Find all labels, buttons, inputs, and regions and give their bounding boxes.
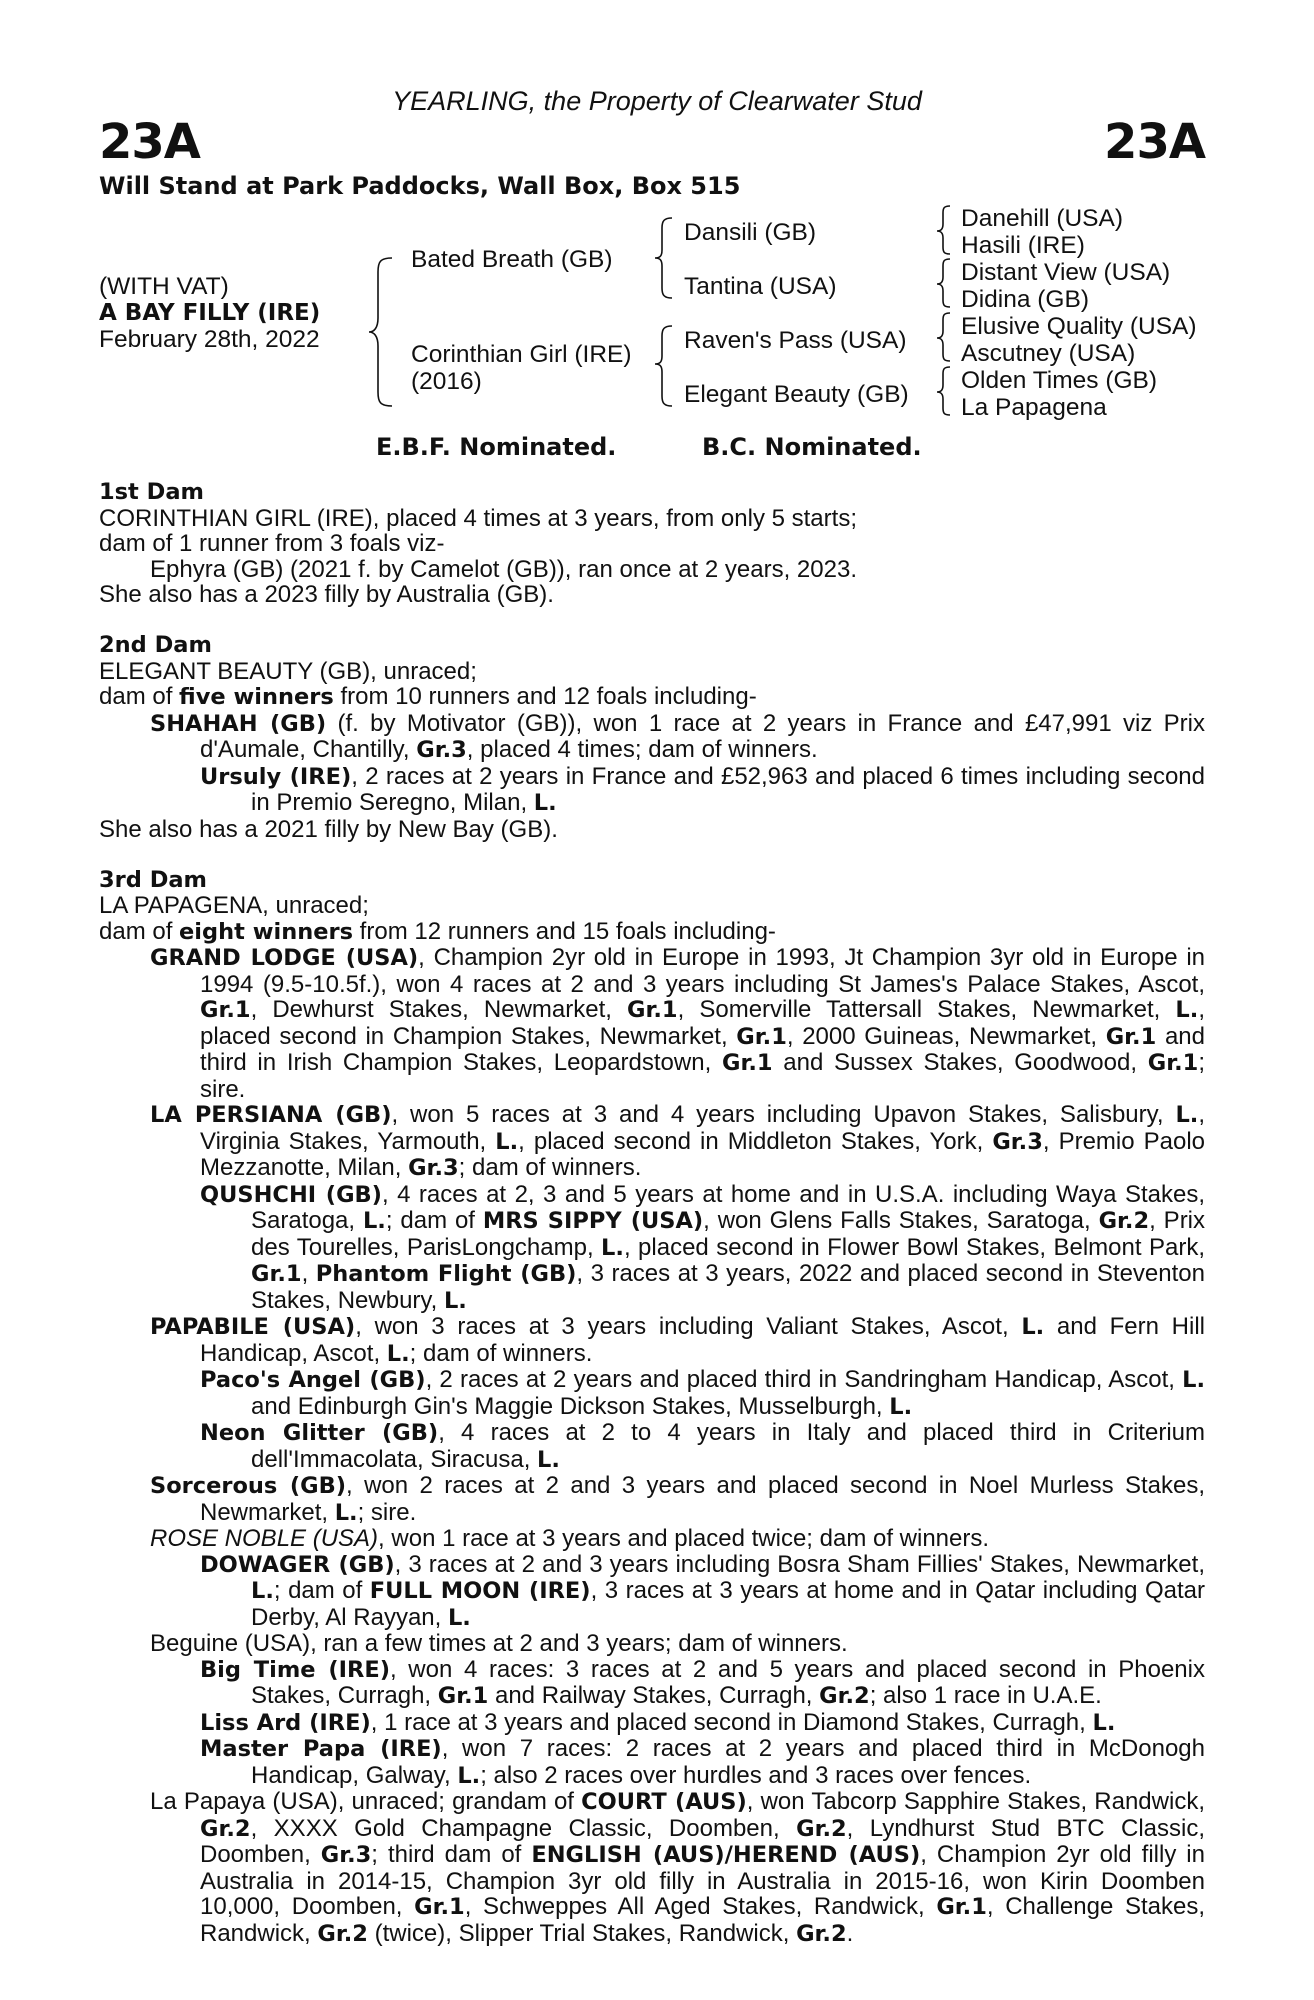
horse-la-persiana: LA PERSIANA (GB) bbox=[150, 1102, 392, 1128]
third-dam-heading: 3rd Dam bbox=[99, 866, 207, 893]
second-dam-line: She also has a 2021 filly by New Bay (GB). bbox=[99, 815, 558, 843]
foaling-date: February 28th, 2022 bbox=[99, 326, 320, 353]
lot-number-left: 23A bbox=[99, 114, 200, 170]
gen4-danehill: Danehill (USA) bbox=[961, 205, 1124, 232]
produce-entry: ROSE NOBLE (USA), won 1 race at 3 years and placed twice; dam of winners. bbox=[150, 1525, 990, 1552]
brace-gen1 bbox=[369, 258, 392, 406]
granddam-elegant-beauty: Elegant Beauty (GB) bbox=[684, 381, 909, 408]
produce-entry: Big Time (IRE), won 4 races: 3 races at 2 and 5 years and placed second in Phoenix Stakes, Curragh, Gr.1 and Railway Stakes, Curragh, Gr.2; also 1 race in U.A.E. bbox=[200, 1655, 1205, 1709]
brace-tantina bbox=[937, 259, 950, 307]
gen4-elusive-quality: Elusive Quality (USA) bbox=[961, 313, 1197, 340]
second-dam-line: dam of five winners from 10 runners and 12 foals including- bbox=[99, 683, 757, 710]
second-dam-heading: 2nd Dam bbox=[99, 632, 212, 658]
gen4-la-papagena: La Papagena bbox=[961, 394, 1107, 421]
produce-entry: Neon Glitter (GB), 4 races at 2 to 4 years in Italy and placed third in Criterium dell'Immacolata, Siracusa, L. bbox=[200, 1419, 1205, 1473]
first-dam-foal: Ephyra (GB) (2021 f. by Camelot (GB)), ran once at 2 years, 2023. bbox=[150, 555, 857, 583]
horse-big-time: Big Time (IRE) bbox=[200, 1656, 390, 1683]
horse-grand-lodge: GRAND LODGE (USA) bbox=[150, 945, 419, 971]
produce-entry: Sorcerous (GB), won 2 races at 2 and 3 years and placed second in Noel Murless Stakes, Newmarket, L.; sire. bbox=[150, 1472, 1206, 1526]
brace-dam bbox=[655, 326, 672, 406]
catalogue-subtitle: YEARLING, the Property of Clearwater Stud bbox=[392, 86, 922, 116]
ebf-nomination: E.B.F. Nominated. bbox=[376, 433, 617, 461]
horse-qushchi: QUSHCHI (GB) bbox=[200, 1181, 382, 1208]
vat-note: (WITH VAT) bbox=[99, 273, 229, 300]
dam-name: Corinthian Girl (IRE) bbox=[411, 341, 632, 368]
produce-entry: LA PERSIANA (GB), won 5 races at 3 and 4 years including Upavon Stakes, Salisbury, L., Virginia Stakes, Yarmouth, L., placed second in Middleton Stakes, York, Gr.3, Premio Paolo Mezzanotte, Milan, Gr.3; dam of winners. bbox=[150, 1101, 1206, 1181]
horse-ursuly: Ursuly (IRE) bbox=[200, 763, 352, 790]
brace-sire bbox=[655, 218, 672, 298]
horse-name: A BAY FILLY (IRE) bbox=[99, 300, 321, 326]
gen4-didina: Didina (GB) bbox=[961, 286, 1089, 313]
third-dam-line: LA PAPAGENA, unraced; bbox=[99, 892, 369, 919]
first-dam-line: CORINTHIAN GIRL (IRE), placed 4 times at 3 years, from only 5 starts; bbox=[99, 504, 857, 532]
gen4-olden-times: Olden Times (GB) bbox=[961, 367, 1158, 394]
brace-elegant-beauty bbox=[937, 367, 950, 415]
gen4-ascutney: Ascutney (USA) bbox=[961, 340, 1136, 367]
brace-dansili bbox=[937, 206, 950, 254]
horse-master-papa: Master Papa (IRE) bbox=[200, 1736, 442, 1762]
granddam-tantina: Tantina (USA) bbox=[684, 273, 837, 300]
sire-name: Bated Breath (GB) bbox=[411, 246, 613, 273]
first-dam-heading: 1st Dam bbox=[99, 479, 204, 505]
second-dam-line: ELEGANT BEAUTY (GB), unraced; bbox=[99, 657, 477, 685]
produce-entry: PAPABILE (USA), won 3 races at 3 years including Valiant Stakes, Ascot, L. and Fern Hill Handicap, Ascot, L.; dam of winners. bbox=[150, 1313, 1205, 1367]
produce-entry: Master Papa (IRE), won 7 races: 2 races at 2 years and placed third in McDonogh Handicap, Galway, L.; also 2 races over hurdles and 3 races over fences. bbox=[200, 1735, 1205, 1789]
first-dam-line: dam of 1 runner from 3 foals viz- bbox=[99, 530, 445, 557]
third-dam-line: dam of eight winners from 12 runners and 15 foals including- bbox=[99, 917, 776, 945]
produce-entry: SHAHAH (GB) (f. by Motivator (GB)), won 1 race at 2 years in France and £47,991 viz Prix d'Aumale, Chantilly, Gr.3, placed 4 times; dam of winners. bbox=[150, 709, 1206, 763]
horse-liss-ard: Liss Ard (IRE) bbox=[200, 1709, 371, 1736]
horse-rose-noble: ROSE NOBLE (USA) bbox=[150, 1525, 379, 1552]
produce-entry: Beguine (USA), ran a few times at 2 and 3 years; dam of winners. bbox=[150, 1630, 848, 1657]
grandsire-ravens-pass: Raven's Pass (USA) bbox=[684, 327, 907, 354]
produce-record bbox=[99, 480, 1205, 1947]
produce-entry: La Papaya (USA), unraced; grandam of COURT (AUS), won Tabcorp Sapphire Stakes, Randwick, Gr.2, XXXX Gold Champagne Classic, Doomben, Gr.2, Lyndhurst Stud BTC Classic, Doomben, Gr.3; third dam of ENGLISH (AUS)/HEREND (AUS), Champion 2yr old filly in Australia in 2014-15, Champion 3yr old filly in Australia in 2015-16, won Kirin Doomben 10,000, Doomben, Gr.1, Schweppes All Aged Stakes, Randwick, Gr.1, Challenge Stakes, Randwick, Gr.2 (twice), Slipper Trial Stakes, Randwick, Gr.2. bbox=[150, 1788, 1206, 1947]
produce-entry: DOWAGER (GB), 3 races at 2 and 3 years including Bosra Sham Fillies' Stakes, Newmarket, L.; dam of FULL MOON (IRE), 3 races at 3 years at home and in Qatar including Qatar Derby, Al Rayyan, L. bbox=[200, 1550, 1206, 1631]
grandsire-dansili: Dansili (GB) bbox=[684, 219, 817, 246]
bc-nomination: B.C. Nominated. bbox=[702, 433, 922, 461]
lot-number-right: 23A bbox=[1104, 114, 1205, 170]
horse-papabile: PAPABILE (USA) bbox=[150, 1314, 356, 1340]
horse-neon-glitter: Neon Glitter (GB) bbox=[200, 1420, 439, 1446]
gen4-hasili: Hasili (IRE) bbox=[961, 232, 1085, 259]
dam-year: (2016) bbox=[411, 368, 482, 395]
stand-location: Will Stand at Park Paddocks, Wall Box, Box 515 bbox=[99, 172, 741, 200]
produce-entry: Liss Ard (IRE), 1 race at 3 years and placed second in Diamond Stakes, Curragh, L. bbox=[200, 1708, 1116, 1736]
horse-pacos-angel: Paco's Angel (GB) bbox=[200, 1367, 426, 1393]
produce-entry: Ursuly (IRE), 2 races at 2 years in France and £52,963 and placed 6 times including second in Premio Seregno, Milan, L. bbox=[200, 762, 1206, 816]
produce-entry: Paco's Angel (GB), 2 races at 2 years and placed third in Sandringham Handicap, Ascot, L. and Edinburgh Gin's Maggie Dickson Stakes, Musselburgh, L. bbox=[200, 1366, 1206, 1420]
first-dam-line: She also has a 2023 filly by Australia (GB). bbox=[99, 581, 554, 608]
horse-sorcerous: Sorcerous (GB) bbox=[150, 1473, 347, 1499]
produce-entry: QUSHCHI (GB), 4 races at 2, 3 and 5 years at home and in U.S.A. including Waya Stakes, Saratoga, L.; dam of MRS SIPPY (USA), won Glens Falls Stakes, Saratoga, Gr.2, Prix des Tourelles, ParisLongchamp, L., placed second in Flower Bowl Stakes, Belmont Park, Gr.1, Phantom Flight (GB), 3 races at 3 years, 2022 and placed second in Steventon Stakes, Newbury, L. bbox=[200, 1180, 1206, 1314]
gen4-distant-view: Distant View (USA) bbox=[961, 259, 1171, 286]
horse-shahah: SHAHAH (GB) bbox=[150, 710, 327, 737]
horse-dowager: DOWAGER (GB) bbox=[200, 1551, 395, 1578]
brace-ravens-pass bbox=[937, 313, 950, 361]
produce-entry: GRAND LODGE (USA), Champion 2yr old in Europe in 1993, Jt Champion 3yr old in Europe in 1994 (9.5-10.5f.), won 4 races at 2 and 3 years including St James's Palace Stakes, Ascot, Gr.1, Dewhurst Stakes, Newmarket, Gr.1, Somerville Tattersall Stakes, Newmarket, L., placed second in Champion Stakes, Newmarket, Gr.1, 2000 Guineas, Newmarket, Gr.1 and third in Irish Champion Stakes, Leopardstown, Gr.1 and Sussex Stakes, Goodwood, Gr.1; sire. bbox=[150, 944, 1205, 1103]
